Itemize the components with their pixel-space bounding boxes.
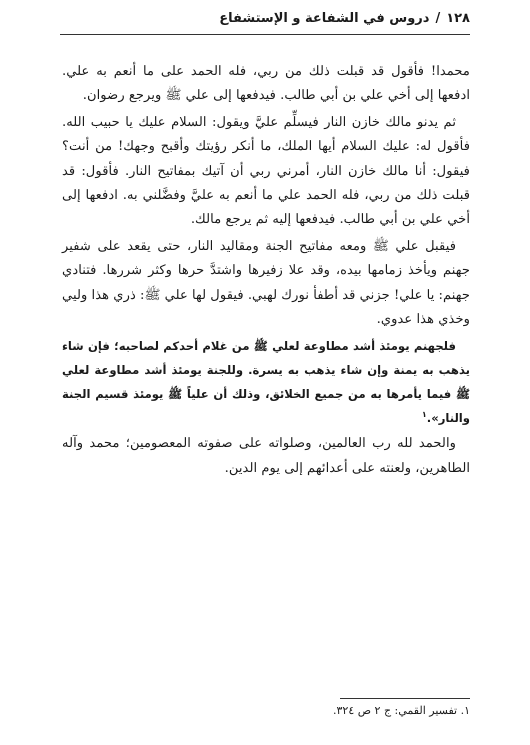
footnote-text: ١. تفسير القمي: ج ٢ ص ٣٢٤.	[333, 704, 470, 717]
paragraph-text: فلجهنم يومئذ أشد مطاوعة لعلي ﷺ من غلام أحدكم لصاحبه؛ فإن شاء يذهب به يمنة وإن شاء يذهب به يسرة. وللجنة يومئذ أشد مطاوعة لعلي ﷺ فيما يأمرها به من جميع الخلائق، وذلك أن علياً ﷺ يومئذ قسيم الجنة والنار».	[62, 339, 470, 426]
running-title: دروس في الشفاعة و الإستشفاع	[219, 10, 430, 26]
running-header	[60, 6, 470, 30]
paragraph-text: ثم يدنو مالك خازن النار فيسلِّم عليَّ ويقول: السلام عليك يا حبيب الله. فأقول له: عليك السلام أيها الملك، ما أنكر رؤيتك وأقبح وجهك! من أنت؟ فيقول: أنا مالك خازن النار، أمرني ربي أن آتيك بمفاتيح النار. فأقول: قد قبلت ذلك من ربي، فله الحمد علي ما أنعم به عليَّ وفضَّلني به. ادفعها إلى أخي علي بن أبي طالب. فيدفعها إليه ثم يرجع مالك.	[62, 114, 470, 228]
footnote-ref[interactable]: ١	[421, 410, 427, 420]
body-text	[62, 60, 470, 483]
footnote-rule	[340, 698, 470, 699]
paragraph-1	[62, 60, 470, 109]
paragraph-text: فيقبل علي ﷺ ومعه مفاتيح الجنة ومقاليد النار، حتى يقعد على شفير جهنم ويأخذ زمامها بيده، وقد علا زفيرها واشتدَّ حرها وكثر شررها. فتنادي جهنم: يا علي! جزني قد أطفأ نورك لهبي. فيقول لها علي ﷺ: ذري هذا وليي وخذي هذا عدوي.	[61, 238, 470, 328]
paragraph-text: والحمد لله رب العالمين، وصلواته على صفوته المعصومين؛ محمد وآله الطاهرين، ولعنته على أعدائهم إلى يوم الدين.	[62, 436, 470, 476]
paragraph-3	[62, 235, 470, 333]
page-number: ١٢٨	[446, 10, 470, 26]
paragraph-text: محمدا! فأقول قد قبلت ذلك من ربي، فله الحمد على ما أنعم به علي. ادفعها إلى أخي علي بن أبي طالب. فيدفعها إلى علي ﷺ ويرجع رضوان.	[62, 64, 470, 104]
header-separator: /	[435, 10, 441, 26]
header-rule	[60, 34, 470, 35]
quoted-paragraph	[62, 334, 470, 430]
footnote	[60, 702, 470, 720]
paragraph-2	[62, 111, 470, 233]
paragraph-5	[62, 432, 470, 481]
